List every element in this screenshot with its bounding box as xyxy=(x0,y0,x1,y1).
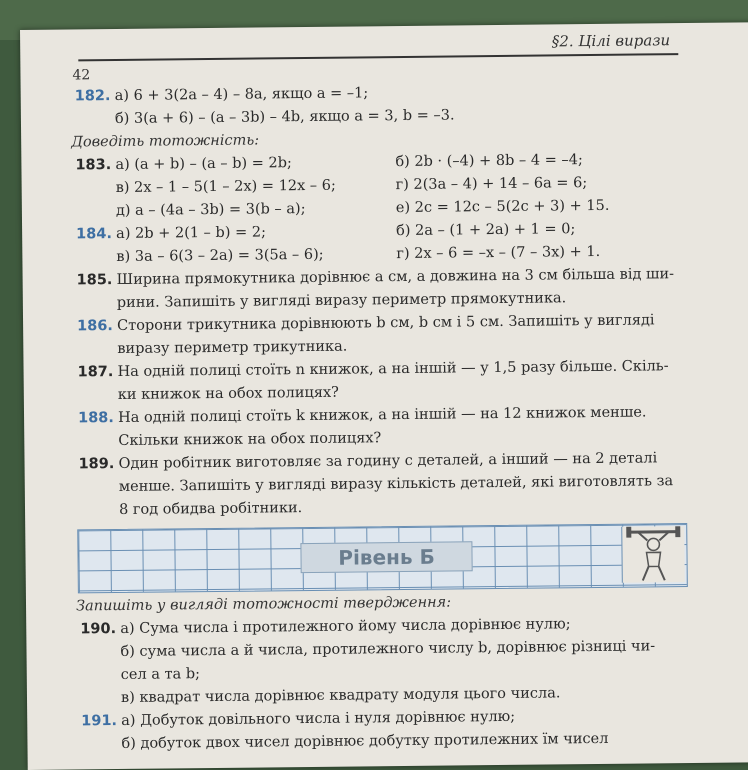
exercise-text: а) Сума числа і протилежного йому числа дорівнює нулю; xyxy=(120,616,571,637)
exercise-text-right: г) 2x – 6 = –x – (7 – 3x) + 1. xyxy=(396,243,601,263)
exercise-text-right: г) 2(3a – 4) + 14 – 6a = 6; xyxy=(395,175,588,194)
exercise-text: 8 год обидва робітники. xyxy=(118,500,303,518)
exercise-text: б) добуток двох чисел дорівнює добутку протилежних їм чисел xyxy=(121,730,609,752)
level-banner xyxy=(77,523,688,593)
text-line xyxy=(71,132,259,152)
exercise-text: Сторони трикутника дорівнюють b см, b см і 5 см. Запишіть у вигляді xyxy=(117,312,655,334)
exercise-number: 186. xyxy=(77,318,113,335)
header-rule xyxy=(78,53,678,61)
exercise-text: Один робітник виготовляє за годину c деталей, а інший — на 2 деталі xyxy=(118,450,658,472)
text-line xyxy=(78,450,658,473)
page-number: 42 xyxy=(72,67,91,84)
exercise-text: а) (a + b) – (a – b) = 2b; xyxy=(115,155,292,174)
exercise-text: а) 2b + 2(1 – b) = 2; xyxy=(116,224,266,243)
weightlifter-icon xyxy=(621,526,685,583)
section-title: §2. Цілі вирази xyxy=(551,31,671,51)
exercise-text: На одній полиці стоїть k книжок, а на іншій — на 12 книжок менше. xyxy=(117,404,647,426)
exercise-text: в) 2x – 1 – 5(1 – 2x) = 12x – 6; xyxy=(115,177,336,197)
exercise-number: 190. xyxy=(80,621,117,638)
exercise-text: На одній полиці стоїть n книжок, а на іншій — у 1,5 разу більше. Скіль- xyxy=(117,358,669,380)
instruction-text: Запишіть у вигляді тотожності твердження: xyxy=(75,594,452,615)
exercise-text: Скільки книжок на обох полицях? xyxy=(118,430,382,449)
text-line xyxy=(77,358,669,381)
exercise-text: б) 3(a + 6) – (a – 3b) – 4b, якщо a = 3, b = –3. xyxy=(114,107,455,128)
exercise-text-right: е) 2c = 12c – 5(2c + 3) + 15. xyxy=(395,197,610,217)
exercise-number: 191. xyxy=(81,713,118,730)
exercise-text: в) квадрат числа дорівнює квадрату модуля цього числа. xyxy=(120,685,561,706)
text-line xyxy=(76,266,675,289)
textbook-page xyxy=(20,22,748,770)
page-content xyxy=(20,22,748,770)
text-line xyxy=(74,85,369,105)
text-line xyxy=(75,152,583,174)
exercise-text: а) Добуток довільного числа і нуля дорівнює нулю; xyxy=(121,708,516,729)
text-line xyxy=(76,221,576,243)
exercise-text: ки книжок на обох полицях? xyxy=(117,384,339,403)
exercise-text: Ширина прямокутника дорівнює a см, а довжина на 3 см більша від ши- xyxy=(116,266,675,289)
exercise-text: менше. Запишіть у вигляді виразу кількість деталей, які виготовлять за xyxy=(118,473,674,495)
exercise-number: 188. xyxy=(77,410,114,427)
text-line xyxy=(77,312,655,335)
exercise-number: 185. xyxy=(76,272,113,289)
exercise-text-right: б) 2a – (1 + 2a) + 1 = 0; xyxy=(396,221,576,240)
exercise-number: 189. xyxy=(78,456,115,473)
text-line xyxy=(77,404,647,427)
exercise-number: 187. xyxy=(77,364,114,381)
exercise-text: рини. Запишіть у вигляді виразу периметр прямокутника. xyxy=(116,290,567,312)
exercise-number: 182. xyxy=(74,88,111,105)
exercise-text: д) a – (4a – 3b) = 3(b – a); xyxy=(115,201,306,220)
text-line xyxy=(76,594,451,616)
exercise-text: сел a та b; xyxy=(120,666,201,683)
level-title: Рівень Б xyxy=(300,541,472,573)
exercise-number: 184. xyxy=(76,226,113,243)
text-line xyxy=(81,708,516,730)
exercise-text: б) сума числа a й числа, протилежного числу b, дорівнює різниці чи- xyxy=(120,638,656,660)
instruction-text: Доведіть тотожність: xyxy=(71,132,260,151)
text-line xyxy=(80,616,571,638)
exercise-text: в) 3a – 6(3 – 2a) = 3(5a – 6); xyxy=(116,246,324,266)
exercise-text: виразу периметр трикутника. xyxy=(117,338,348,357)
exercise-text-right: б) 2b · (–4) + 8b – 4 = –4; xyxy=(395,152,583,171)
exercise-text: а) 6 + 3(2a – 4) – 8a, якщо a = –1; xyxy=(114,85,369,105)
exercise-number: 183. xyxy=(75,157,112,174)
